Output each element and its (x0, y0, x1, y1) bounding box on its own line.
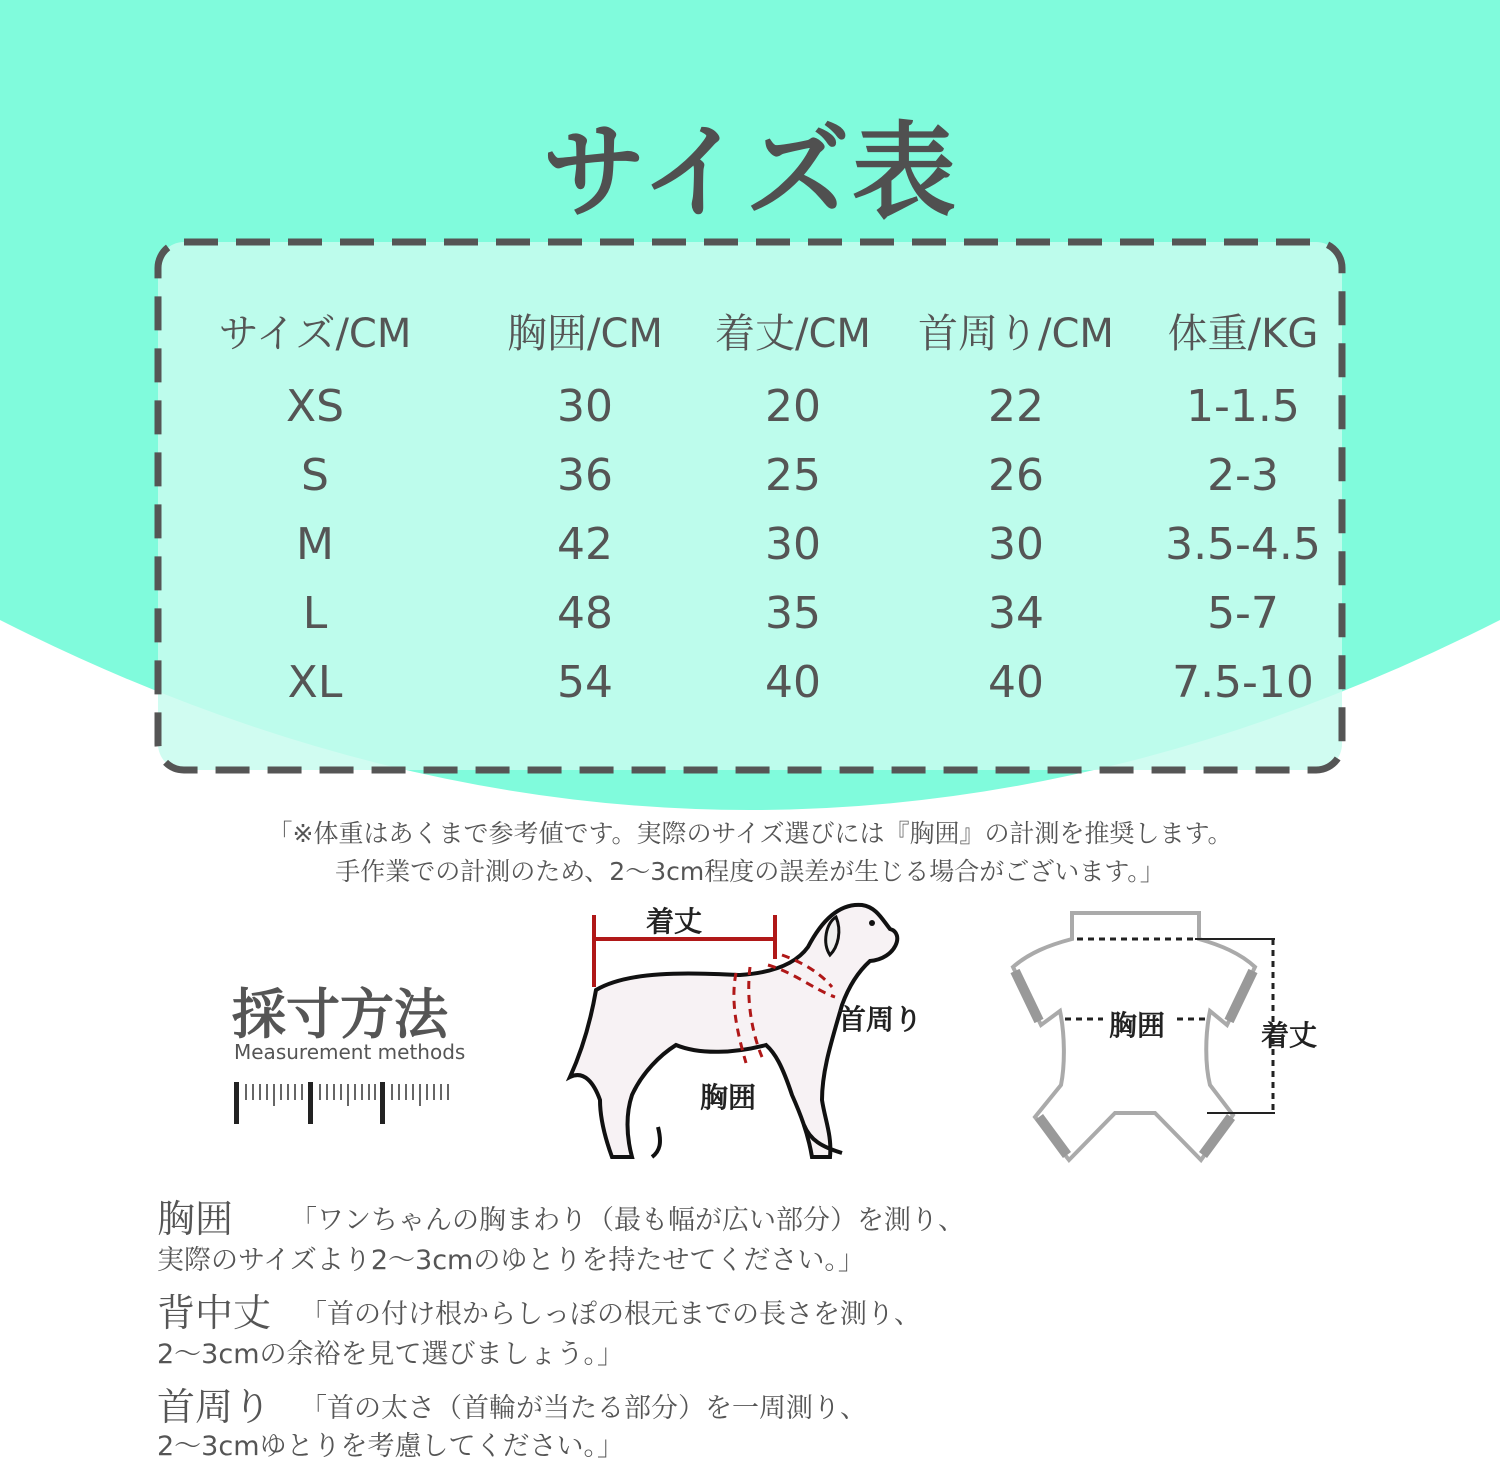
cell-neck: 30 (988, 519, 1044, 570)
cell-size: L (302, 588, 328, 639)
header-length: 着丈/CM (715, 310, 871, 357)
cell-weight: 7.5-10 (1172, 657, 1314, 708)
cell-weight: 2-3 (1207, 450, 1279, 501)
desc-chest-line-1: 「ワンちゃんの胸まわり（最も幅が広い部分）を測り、 (290, 1205, 965, 1236)
desc-neck-term: 首周り (157, 1385, 272, 1429)
desc-back-line-1: 「首の付け根からしっぽの根元までの長さを測り、 (300, 1299, 921, 1330)
cell-size: XL (287, 657, 343, 708)
cell-length: 25 (765, 450, 821, 501)
cell-chest: 42 (557, 519, 613, 570)
header-size: サイズ/CM (218, 310, 412, 357)
dog-length-label: 着丈 (646, 905, 703, 938)
method-subtitle: Measurement methods (234, 1040, 466, 1064)
desc-neck-line-1: 「首の太さ（首輪が当たる部分）を一周測り、 (300, 1393, 867, 1424)
desc-chest-term: 胸囲 (157, 1197, 234, 1241)
cell-chest: 30 (557, 381, 613, 432)
table-row (150, 441, 1350, 510)
ruler-icon (232, 1080, 457, 1126)
note-line-1: 「※体重はあくまで参考値です。実際のサイズ選びには『胸囲』の計測を推奨します。 (267, 819, 1233, 848)
desc-back-term: 背中丈 (157, 1291, 272, 1335)
cell-size: M (296, 519, 334, 570)
cell-neck: 40 (988, 657, 1044, 708)
cell-size: S (301, 450, 329, 501)
cell-length: 30 (765, 519, 821, 570)
desc-chest-line-2: 実際のサイズより2〜3cmのゆとりを持たせてください。」 (157, 1245, 865, 1276)
cell-length: 40 (765, 657, 821, 708)
cell-chest: 54 (557, 657, 613, 708)
cell-weight: 5-7 (1207, 588, 1279, 639)
header-weight: 体重/KG (1167, 310, 1319, 357)
cell-size: XS (285, 381, 345, 432)
table-row (150, 372, 1350, 441)
dog-chest-label: 胸囲 (700, 1081, 757, 1114)
table-header-row (150, 288, 1350, 372)
header-neck: 首周り/CM (918, 310, 1114, 357)
cell-chest: 48 (557, 588, 613, 639)
dog-neck-label: 首周り (838, 1003, 923, 1036)
note-line-2: 手作業での計測のため、2〜3cm程度の誤差が生じる場合がございます。」 (335, 857, 1165, 886)
table-row (150, 579, 1350, 648)
cell-weight: 3.5-4.5 (1165, 519, 1321, 570)
header-chest: 胸囲/CM (507, 310, 663, 357)
size-table (150, 288, 1350, 717)
desc-neck-line-2: 2〜3cmゆとりを考慮してください。」 (157, 1431, 625, 1462)
method-title: 採寸方法 (232, 983, 448, 1046)
cell-length: 20 (765, 381, 821, 432)
cell-chest: 36 (557, 450, 613, 501)
cell-neck: 22 (988, 381, 1044, 432)
cell-weight: 1-1.5 (1186, 381, 1300, 432)
cell-length: 35 (765, 588, 821, 639)
cell-neck: 34 (988, 588, 1044, 639)
cell-neck: 26 (988, 450, 1044, 501)
garment-chest-label: 胸囲 (1109, 1009, 1166, 1042)
table-row (150, 510, 1350, 579)
garment-length-label: 着丈 (1261, 1019, 1318, 1052)
page-title: サイズ表 (542, 111, 958, 233)
table-row (150, 648, 1350, 717)
desc-back-line-2: 2〜3cmの余裕を見て選びましょう。」 (157, 1339, 625, 1370)
